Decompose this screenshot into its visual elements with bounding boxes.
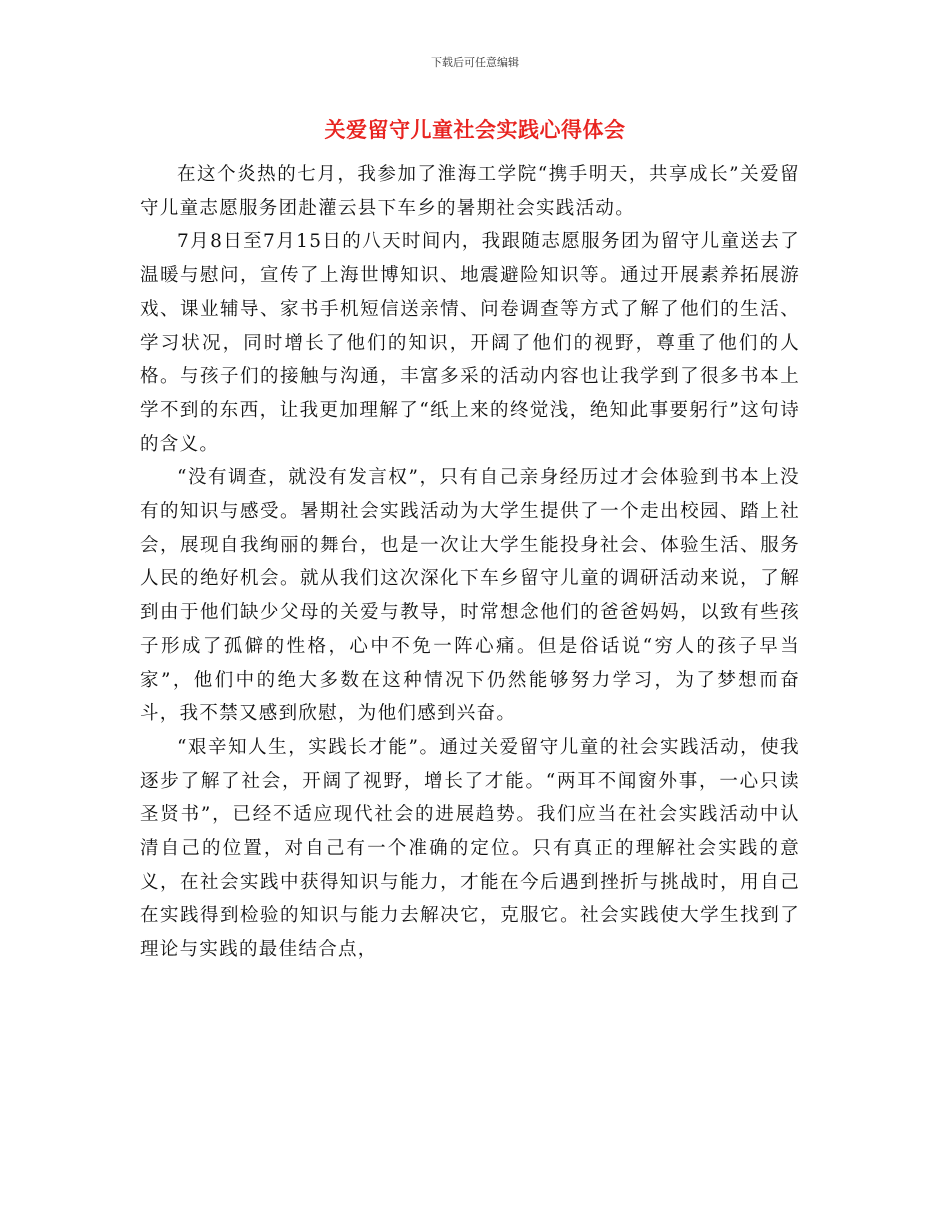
paragraph-3: “没有调查，就没有发言权”，只有自己亲身经历过才会体验到书本上没有的知识与感受。暑期社会实践活动为大学生提供了一个走出校园、踏上社会，展现自我绚丽的舞台，也是一次让大学生能投身社会、体验生活、服务人民的绝好机会。就从我们这次深化下车乡留守儿童的调研活动来说，了解到由于他们缺少父母的关爱与教导，时常想念他们的爸爸妈妈，以致有些孩子形成了孤僻的性格，心中不免一阵心痛。但是俗话说“穷人的孩子早当家”，他们中的绝大多数在这种情况下仍然能够努力学习，为了梦想而奋斗，我不禁又感到欣慰，为他们感到兴奋。 xyxy=(140,467,800,725)
header-note: 下载后可任意编辑 xyxy=(431,56,519,69)
document-body xyxy=(140,158,800,967)
paragraph-2: 7月8日至7月15日的八天时间内，我跟随志愿服务团为留守儿童送去了温暖与慰问，宣传了上海世博知识、地震避险知识等。通过开展素养拓展游戏、课业辅导、家书手机短信送亲情、问卷调查等方式了解了他们的生活、学习状况，同时增长了他们的知识，开阔了他们的视野，尊重了他们的人格。与孩子们的接触与沟通，丰富多采的活动内容也让我学到了很多书本上学不到的东西，让我更加理解了“纸上来的终觉浅，绝知此事要躬行”这句诗的含义。 xyxy=(140,231,800,455)
document-title: 关爱留守儿童社会实践心得体会 xyxy=(324,118,626,142)
paragraph-4: “艰辛知人生，实践长才能”。通过关爱留守儿童的社会实践活动，使我逐步了解了社会，开阔了视野，增长了才能。“两耳不闻窗外事，一心只读圣贤书”，已经不适应现代社会的进展趋势。我们应当在社会实践活动中认清自己的位置，对自己有一个准确的定位。只有真正的理解社会实践的意义，在社会实践中获得知识与能力，才能在今后遇到挫折与挑战时，用自己在实践得到检验的知识与能力去解决它，克服它。社会实践使大学生找到了理论与实践的最佳结合点， xyxy=(140,736,800,961)
paragraph-1: 在这个炎热的七月，我参加了淮海工学院“携手明天，共享成长”关爱留守儿童志愿服务团赴灌云县下车乡的暑期社会实践活动。 xyxy=(140,164,800,219)
